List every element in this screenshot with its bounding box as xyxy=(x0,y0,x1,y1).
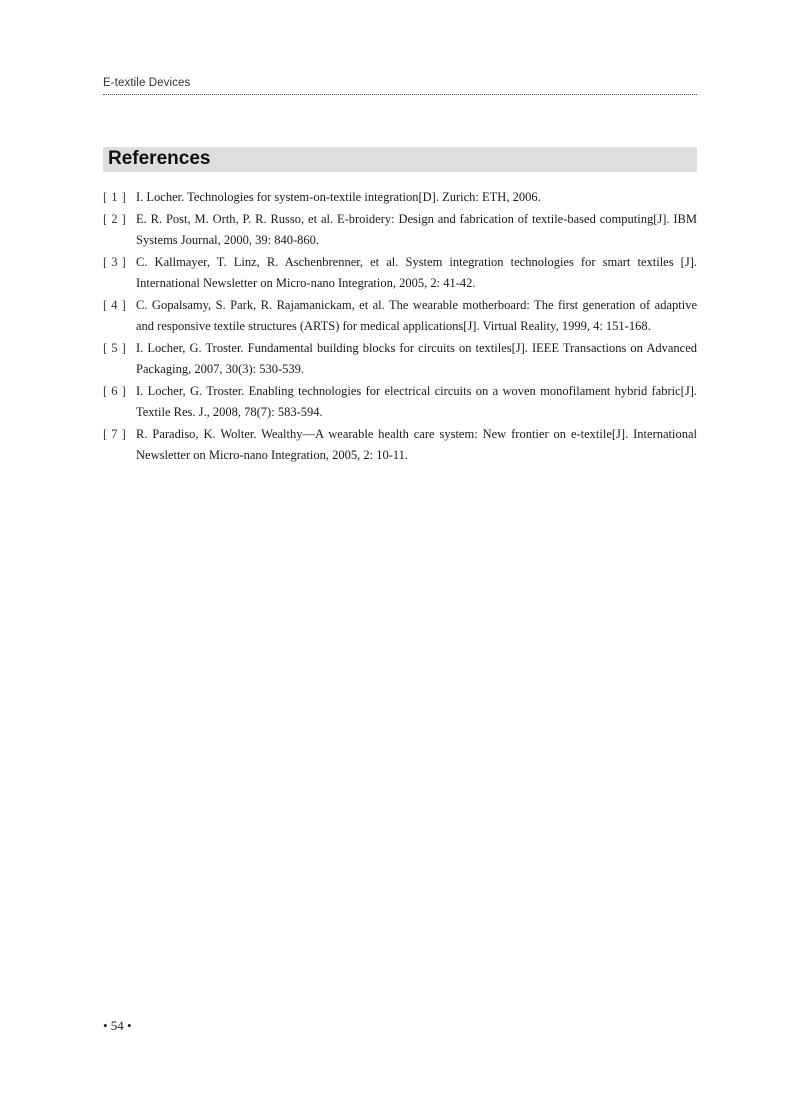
reference-item xyxy=(103,209,697,252)
reference-item xyxy=(103,295,697,338)
reference-number: [ 2 ] xyxy=(103,211,127,226)
reference-number: [ 5 ] xyxy=(103,340,127,355)
reference-item xyxy=(103,381,697,424)
reference-text: I. Locher, G. Troster. Enabling technologies for electrical circuits on a woven monofilament hybrid fabric[J]. Textile Res. J., 2008, 78(7): 583-594. xyxy=(136,383,697,419)
reference-item xyxy=(103,338,697,381)
running-header xyxy=(103,76,697,95)
reference-text: R. Paradiso, K. Wolter. Wealthy—A wearable health care system: New frontier on e-textile[J]. International Newsletter on Micro-nano Integration, 2005, 2: 10-11. xyxy=(136,426,697,462)
reference-number: [ 6 ] xyxy=(103,383,127,398)
reference-text: I. Locher. Technologies for system-on-textile integration[D]. Zurich: ETH, 2006. xyxy=(136,190,541,204)
reference-item xyxy=(103,252,697,295)
reference-text: E. R. Post, M. Orth, P. R. Russo, et al. E-broidery: Design and fabrication of textile-based computing[J]. IBM Systems Journal, 2000, 39: 840-860. xyxy=(136,211,697,247)
section-heading-bar xyxy=(103,147,697,172)
reference-item xyxy=(103,187,697,209)
reference-item xyxy=(103,424,697,467)
reference-text: I. Locher, G. Troster. Fundamental building blocks for circuits on textiles[J]. IEEE Transactions on Advanced Packaging, 2007, 30(3): 530-539. xyxy=(136,340,697,376)
reference-text: C. Gopalsamy, S. Park, R. Rajamanickam, et al. The wearable motherboard: The first generation of adaptive and responsive textile structures (ARTS) for medical applications[J]. Virtual Reality, 1999, 4: 151-168. xyxy=(136,297,697,333)
running-header-text: E-textile Devices xyxy=(103,77,191,89)
section-heading: References xyxy=(108,148,211,169)
reference-number: [ 4 ] xyxy=(103,297,127,312)
reference-text: C. Kallmayer, T. Linz, R. Aschenbrenner, et al. System integration technologies for smart textiles [J]. International Newsletter on Micro-nano Integration, 2005, 2: 41-42. xyxy=(136,254,697,290)
reference-number: [ 7 ] xyxy=(103,426,127,441)
reference-list xyxy=(103,187,697,467)
page-number: • 54 • xyxy=(103,1018,132,1033)
reference-number: [ 3 ] xyxy=(103,254,127,269)
reference-number: [ 1 ] xyxy=(103,190,127,204)
